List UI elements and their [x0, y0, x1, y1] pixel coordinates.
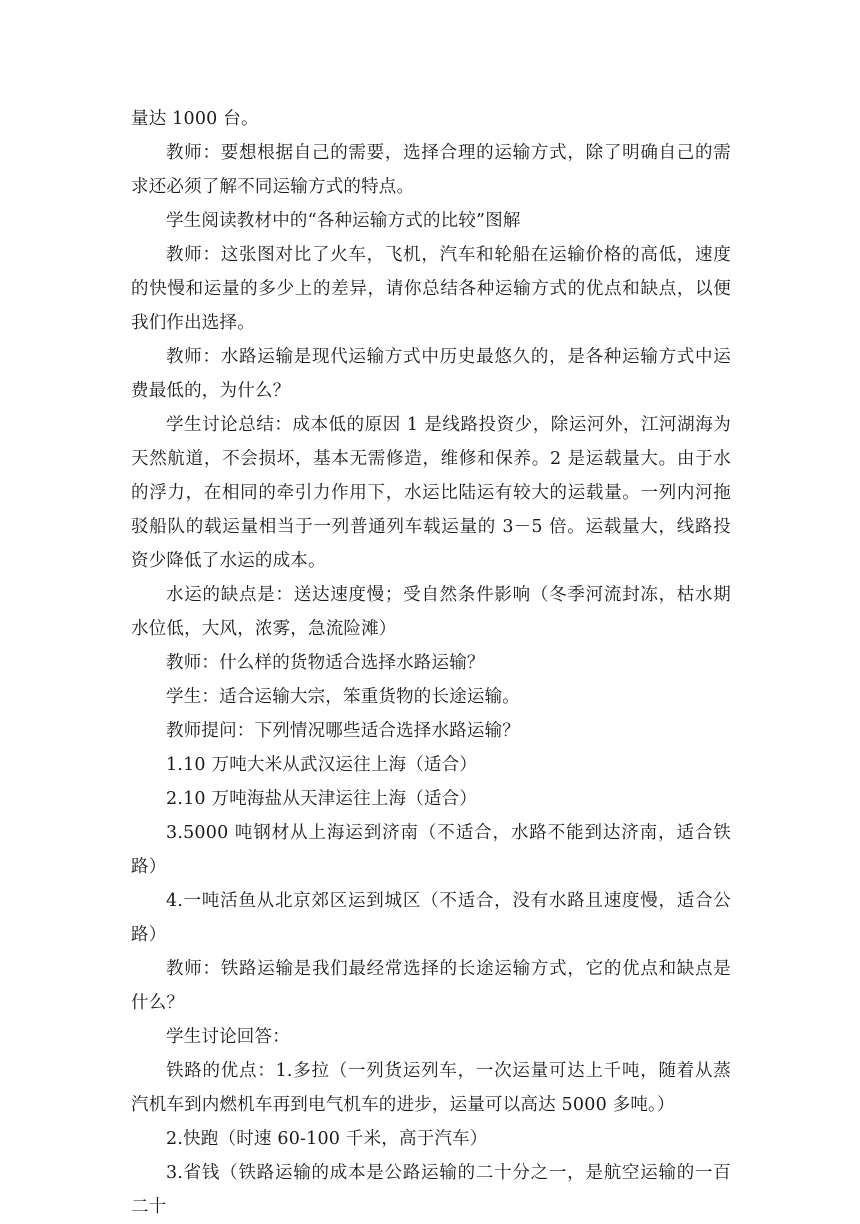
paragraph-6: 学生讨论总结：成本低的原因 1 是线路投资少，除运河外，江河湖海为天然航道，不会损坏，基本无需修造，维修和保养。2 是运载量大。由于水的浮力，在相同的牵引力作用下，水运比陆运有较大的运载量。一列内河拖驳船队的载运量相当于一列普通列车载运量的 3－5 倍。运载量大，线路投资少降低了水运的成本。 — [131, 415, 731, 571]
list-item-3: 3.5000 吨钢材从上海运到济南（不适合，水路不能到达济南，适合铁路） — [131, 823, 731, 877]
paragraph-19: 3.省钱（铁路运输的成本是公路运输的二十分之一，是航空运输的一百二十 — [131, 1163, 731, 1217]
paragraph-15: 教师：铁路运输是我们最经常选择的长途运输方式，它的优点和缺点是什么？ — [131, 959, 731, 1013]
paragraph-7: 水运的缺点是：送达速度慢；受自然条件影响（冬季河流封冻，枯水期水位低，大风，浓雾，急流险滩） — [131, 585, 731, 639]
paragraph-2: 教师：要想根据自己的需要，选择合理的运输方式，除了明确自己的需求还必须了解不同运输方式的特点。 — [131, 143, 731, 197]
document-body — [131, 102, 731, 1224]
paragraph-16: 学生讨论回答： — [166, 1027, 290, 1047]
paragraph-18: 2.快跑（时速 60-100 千米，高于汽车） — [166, 1129, 488, 1149]
paragraph-3: 学生阅读教材中的“各种运输方式的比较”图解 — [166, 211, 521, 231]
list-item-2: 2.10 万吨海盐从天津运往上海（适合） — [166, 789, 478, 809]
paragraph-10: 教师提问：下列情况哪些适合选择水路运输？ — [166, 721, 520, 741]
paragraph-8: 教师：什么样的货物适合选择水路运输？ — [166, 653, 485, 673]
list-item-1: 1.10 万吨大米从武汉运往上海（适合） — [166, 755, 478, 775]
paragraph-1: 量达 1000 台。 — [131, 109, 259, 129]
paragraph-9: 学生：适合运输大宗，笨重货物的长途运输。 — [166, 687, 520, 707]
paragraph-4: 教师：这张图对比了火车，飞机，汽车和轮船在运输价格的高低，速度的快慢和运量的多少上的差异，请你总结各种运输方式的优点和缺点，以便我们作出选择。 — [131, 245, 731, 333]
paragraph-5: 教师：水路运输是现代运输方式中历史最悠久的，是各种运输方式中运费最低的，为什么？ — [131, 347, 731, 401]
paragraph-17: 铁路的优点：1.多拉（一列货运列车，一次运量可达上千吨，随着从蒸汽机车到内燃机车再到电气机车的进步，运量可以高达 5000 多吨。） — [131, 1061, 731, 1115]
list-item-4: 4.一吨活鱼从北京郊区运到城区（不适合，没有水路且速度慢，适合公路） — [131, 891, 731, 945]
